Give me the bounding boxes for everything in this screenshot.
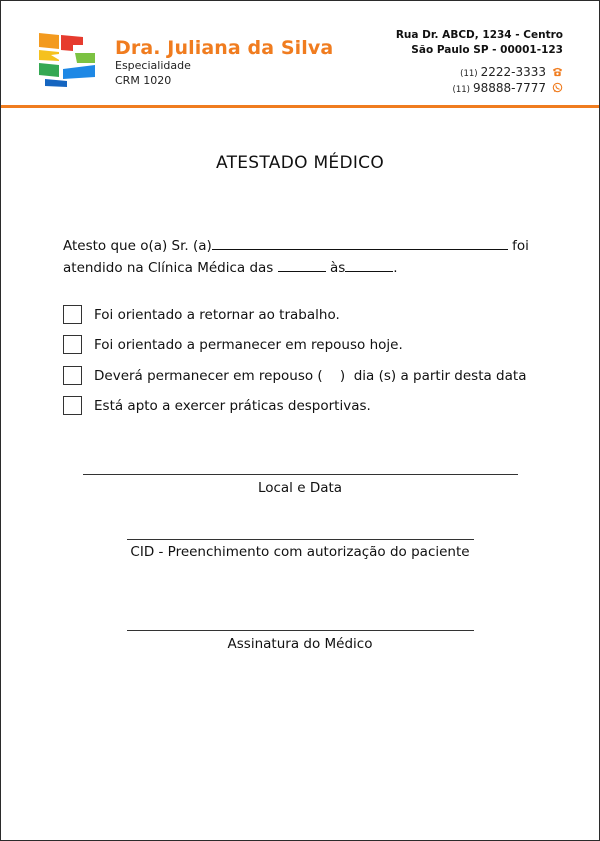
address-line-1: Rua Dr. ABCD, 1234 - Centro	[395, 29, 563, 41]
doctor-crm: CRM 1020	[115, 74, 172, 87]
option-return-to-work[interactable]	[63, 305, 340, 324]
checkbox[interactable]	[63, 335, 82, 354]
whatsapp-icon	[552, 82, 563, 93]
phone-number: 2222-3333	[480, 65, 546, 79]
clinic-text: atendido na Clínica Médica das	[63, 260, 274, 276]
attestation-text-end: foi	[512, 238, 529, 254]
attestation-line-2	[63, 259, 398, 276]
doctor-name: Dra. Juliana da Silva	[115, 37, 334, 59]
phone-ddd: (11)	[460, 69, 478, 79]
cid-line[interactable]	[127, 539, 474, 540]
mobile-number: 98888-7777	[472, 81, 546, 95]
option-rest-today[interactable]	[63, 335, 403, 354]
option-label: Está apto a exercer práticas desportivas.	[94, 397, 371, 414]
option-rest-days[interactable]	[63, 366, 526, 385]
option-fit-for-sports[interactable]	[63, 396, 371, 415]
doctor-signature-line[interactable]	[127, 630, 474, 631]
doctor-specialty: Especialidade	[115, 59, 191, 72]
time-from-blank[interactable]	[278, 259, 326, 272]
mobile-ddd: (11)	[452, 85, 470, 95]
address-line-2: São Paulo SP - 00001-123	[411, 44, 563, 56]
patient-name-blank[interactable]	[212, 237, 508, 250]
cid-label: CID - Preenchimento com autorização do paciente	[130, 544, 470, 560]
checkbox[interactable]	[63, 305, 82, 324]
time-separator-text: às	[329, 260, 346, 276]
document-title: ATESTADO MÉDICO	[215, 153, 385, 173]
checkbox[interactable]	[63, 396, 82, 415]
attestation-text-start: Atesto que o(a) Sr. (a)	[63, 238, 212, 254]
phone-icon	[552, 66, 563, 77]
time-to-blank[interactable]	[345, 259, 393, 272]
option-label: Foi orientado a permanecer em repouso hoje.	[94, 336, 403, 353]
medical-logo-icon	[37, 31, 97, 91]
period-text: .	[393, 260, 398, 276]
mobile-contact	[453, 81, 564, 95]
option-label: Deverá permanecer em repouso ( ) dia (s) a partir desta data	[94, 367, 527, 384]
header-divider	[1, 105, 599, 108]
doctor-signature-label: Assinatura do Médico	[227, 636, 373, 652]
phone-contact	[460, 65, 563, 79]
attestation-line-1	[63, 237, 529, 254]
option-label: Foi orientado a retornar ao trabalho.	[94, 306, 340, 323]
local-date-line[interactable]	[83, 474, 518, 475]
local-date-label: Local e Data	[257, 480, 343, 496]
checkbox[interactable]	[63, 366, 82, 385]
